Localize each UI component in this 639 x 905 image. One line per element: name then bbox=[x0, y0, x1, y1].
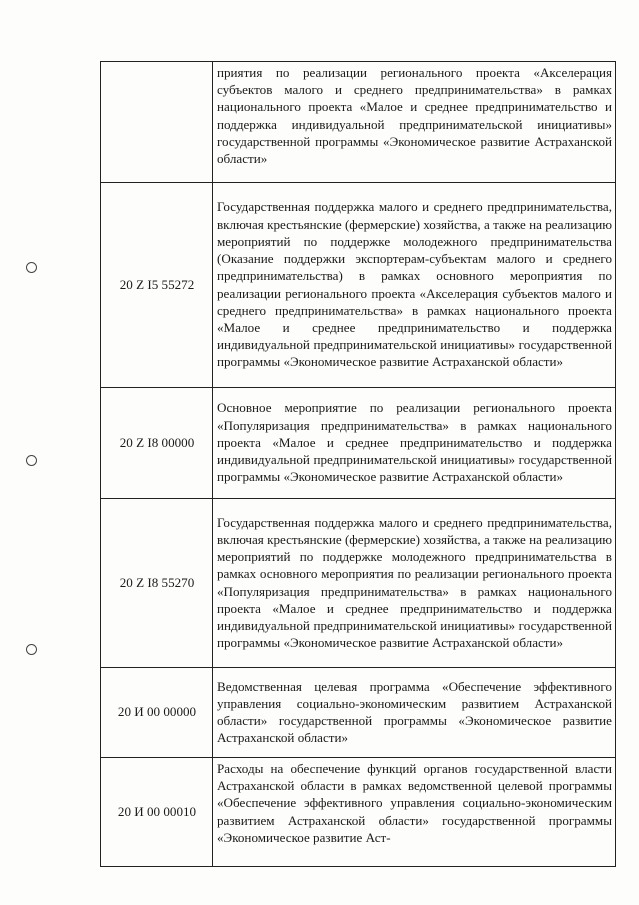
description-cell: Расходы на обеспечение функций органов государственной власти Астраханской области в рамках ведомственной целевой программы «Обеспечение эффективного управления социально-экономическим развитием Астраханской области» государственной программы «Экономическое развитие Аст- bbox=[213, 758, 616, 867]
code-cell bbox=[101, 62, 213, 183]
description-cell: Государственная поддержка малого и среднего предпринимательства, включая крестьянские (фермерские) хозяйства, а также на реализацию мероприятий по поддержке молодежного предпринимательства (Оказание поддержки экспортерам-субъектам малого и среднего предпринимательства) в рамках основного мероприятия по реализации регионального проекта «Акселерация субъектов малого и среднего предпринимательства» в рамках национального проекта «Малое и среднее предпринимательство и поддержка индивидуальной предпринимательской инициативы» государственной программы «Экономическое развитие Астраханской области» bbox=[213, 183, 616, 388]
table-row bbox=[101, 668, 616, 758]
punch-hole-top bbox=[26, 262, 37, 273]
punch-hole-middle bbox=[26, 455, 37, 466]
code-cell: 20 И 00 00000 bbox=[101, 668, 213, 758]
budget-classification-table bbox=[100, 61, 616, 867]
code-cell: 20 Z I5 55272 bbox=[101, 183, 213, 388]
punch-hole-bottom bbox=[26, 644, 37, 655]
table-row bbox=[101, 183, 616, 388]
description-cell: Основное мероприятие по реализации регионального проекта «Популяризация предпринимательства» в рамках национального проекта «Малое и среднее предпринимательство и поддержка индивидуальной предпринимательской инициативы» государственной программы «Экономическое развитие Астраханской области» bbox=[213, 388, 616, 499]
description-cell: приятия по реализации регионального проекта «Акселерация субъектов малого и среднего предпринимательства» в рамках национального проекта «Малое и среднее предпринимательство и поддержка индивидуальной предпринимательской инициативы» государственной программы «Экономическое развитие Астраханской области» bbox=[213, 62, 616, 183]
description-cell: Государственная поддержка малого и среднего предпринимательства, включая крестьянские (фермерские) хозяйства, а также на реализацию мероприятий по поддержке молодежного предпринимательства в рамках основного мероприятия по реализации регионального проекта «Популяризация предпринимательства» в рамках национального проекта «Малое и среднее предпринимательство и поддержка индивидуальной предпринимательской инициативы» государственной программы «Экономическое развитие Астраханской области» bbox=[213, 499, 616, 668]
table-row bbox=[101, 388, 616, 499]
code-cell: 20 Z I8 55270 bbox=[101, 499, 213, 668]
table-row bbox=[101, 62, 616, 183]
table-row bbox=[101, 499, 616, 668]
table-row bbox=[101, 758, 616, 867]
code-cell: 20 Z I8 00000 bbox=[101, 388, 213, 499]
description-cell: Ведомственная целевая программа «Обеспечение эффективного управления социально-экономическим развитием Астраханской области» государственной программы «Экономическое развитие Астраханской области» bbox=[213, 668, 616, 758]
code-cell: 20 И 00 00010 bbox=[101, 758, 213, 867]
